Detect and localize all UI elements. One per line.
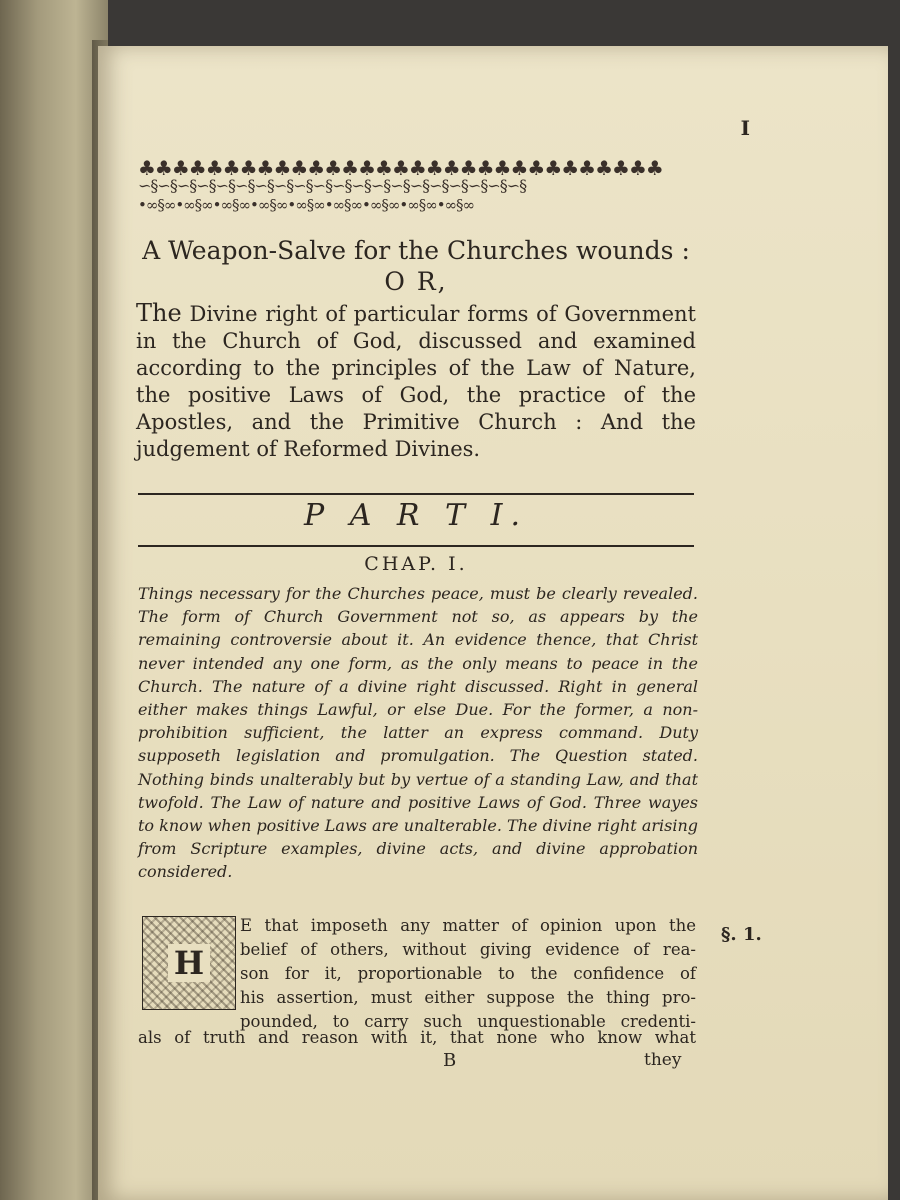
part-heading: P A R T I. (304, 498, 528, 533)
title-block (136, 236, 696, 463)
drop-cap-letter: H (168, 944, 210, 982)
headpiece-ornament-row: •∞§∞•∞§∞•∞§∞•∞§∞•∞§∞•∞§∞•∞§∞•∞§∞•∞§∞ (138, 196, 475, 214)
body-line: pounded, to carry such unquestionable credenti- (240, 1012, 696, 1031)
body-line: E that imposeth any matter of opinion upon the (240, 916, 696, 935)
title-main: A Weapon-Salve for the Churches wounds : (142, 236, 690, 265)
chapter-summary: Things necessary for the Churches peace, must be clearly revealed. The form of Church Government not so, as appears by the remaining controversie about it. An evidence thence, that Christ never intended any one form, as the only means to peace in the Church. The nature of a divine right discussed. Right in general either makes things Lawful, or else Due. For the former, a non-prohibition sufficient, the latter an express command. Duty supposeth legislation and promulgation. The Question stated. Nothing binds unalterably but by vertue of a standing Law, and that twofold. The Law of nature and positive Laws of God. Three wayes to know when positive Laws are unalterable. The divine right arising from Scripture examples, divine acts, and divine approbation considered. (138, 584, 698, 882)
body-line: his assertion, must either suppose the thing pro- (240, 988, 696, 1007)
body-text-indented (240, 914, 696, 1034)
book-page (98, 46, 888, 1200)
chapter-heading: CHAP. I. (364, 553, 468, 575)
title-or: O R, (384, 267, 448, 296)
rule-below-part (138, 545, 694, 547)
signature-mark: B (443, 1050, 457, 1071)
title-subtitle (136, 300, 696, 463)
drop-cap-ornament (142, 916, 236, 1010)
body-text-full (138, 1026, 696, 1050)
rule-above-part (138, 493, 694, 495)
page-number: I (740, 116, 750, 140)
title-subtitle-first-word: The (136, 299, 182, 327)
catchword: they (644, 1050, 682, 1070)
headpiece-ornament-row: ∽§∽§∽§∽§∽§∽§∽§∽§∽§∽§∽§∽§∽§∽§∽§∽§∽§∽§∽§∽§ (138, 176, 527, 195)
headpiece-ornament-row: ♣♣♣♣♣♣♣♣♣♣♣♣♣♣♣♣♣♣♣♣♣♣♣♣♣♣♣♣♣♣♣ (138, 156, 663, 180)
section-mark: §. 1. (721, 924, 762, 945)
body-line: son for it, proportionable to the confidence of (240, 964, 696, 983)
title-subtitle-text: Divine right of particular forms of Government in the Church of God, discussed and examined according to the principles of the Law of Nature, the positive Laws of God, the practice of the Apostles, and the Primitive Church : And the judgement of Reformed Divines. (136, 302, 696, 461)
body-line: als of truth and reason with it, that none who know what (138, 1028, 696, 1047)
body-line: belief of others, without giving evidence of rea- (240, 940, 696, 959)
